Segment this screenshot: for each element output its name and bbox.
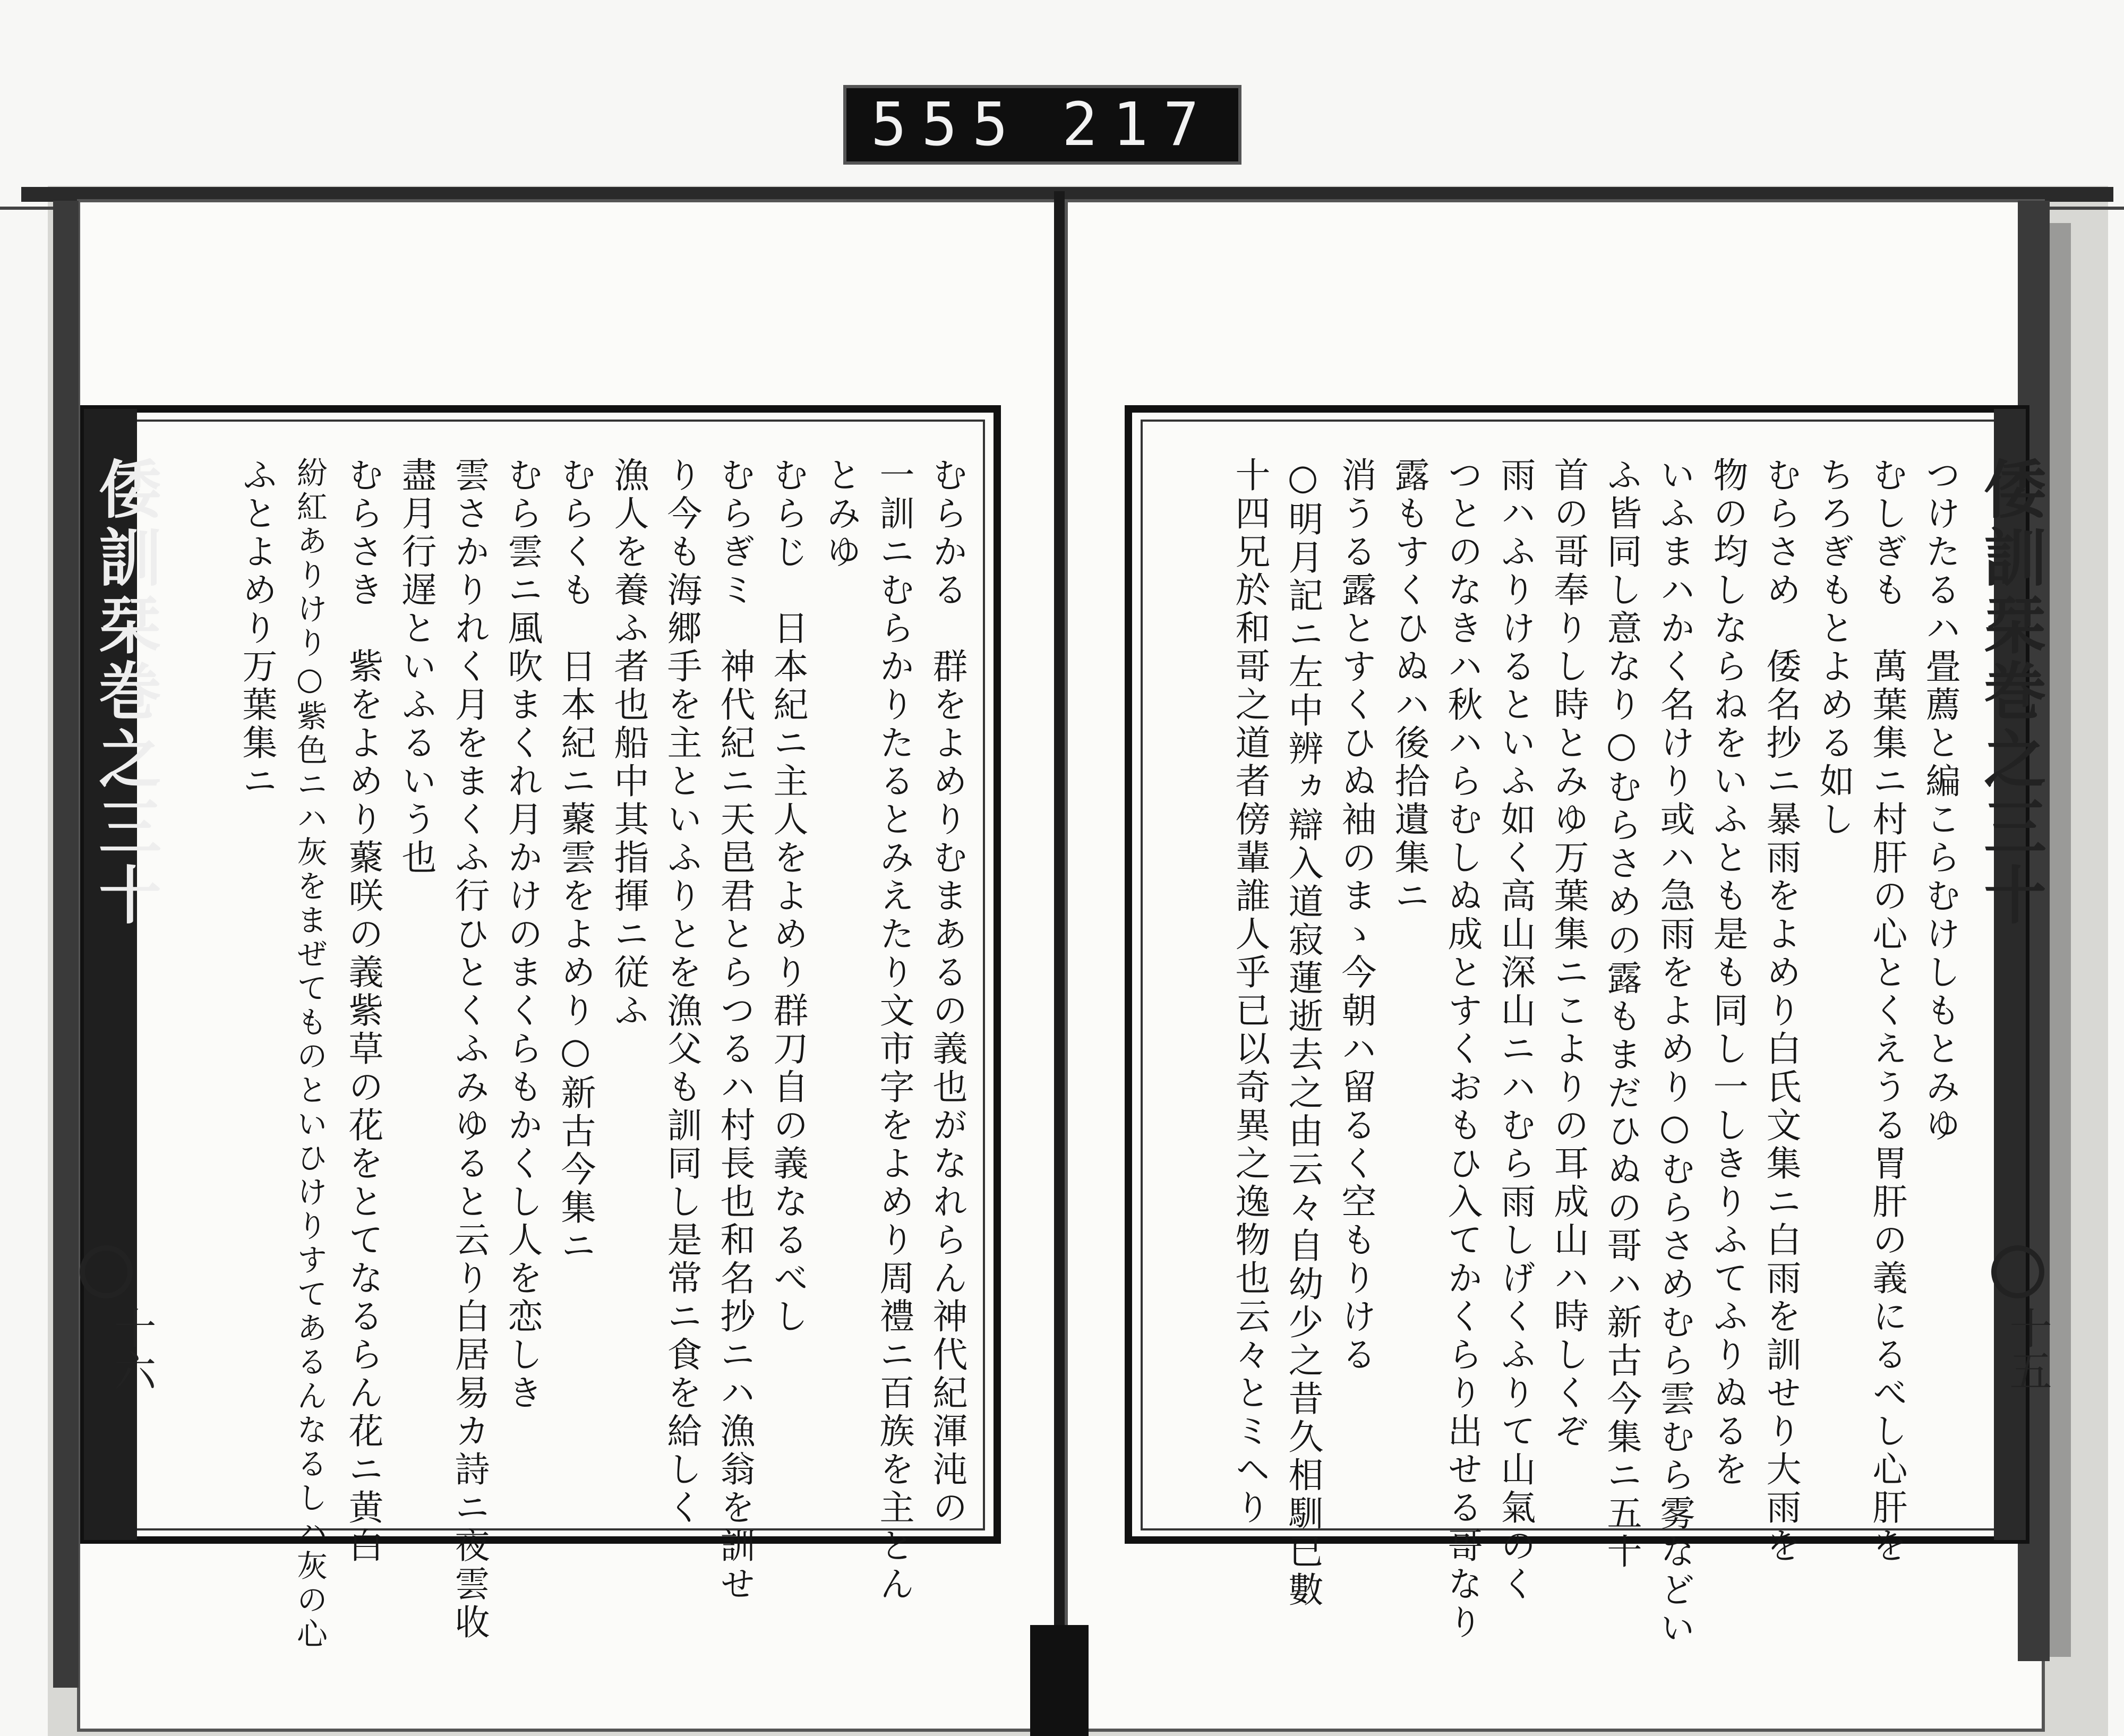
left-column-11: 盡月行遅といふるいう也 [396,457,436,877]
right-column-12: 消うる露とすくひぬ袖のまゝ今朝ハ留るく空もりける [1335,457,1376,1374]
label-left-number: 555 [871,90,1023,159]
right-column-2: むしぎも 萬葉集ニ村肝の心とくえうる胃肝の義にるべし心肝を [1866,457,1907,1566]
right-column-5: 物の均しならねをいふとも是も同し一しきりふてふりぬるを [1707,457,1748,1489]
right-column-9: 雨ハふりけるといふ如く高山深山ニハむら雨しげくふりて山氣のく [1495,457,1536,1604]
left-column-9: むら雲ニ風吹まくれ月かけのまくらもかくし人を恋しき [502,457,543,1413]
left-column-10: 雲さかりれく月をまくふ行ひとくふみゆると云り白居易カ詩ニ夜雲收 [449,457,490,1642]
label-right-number: 217 [1061,90,1214,159]
left-page-leaf: 十六 [107,1306,156,1391]
left-column-1: むらかる 群をよめりむまあるの義也がなれらん神代紀渾沌の [927,457,967,1527]
right-column-14: 十四兄於和哥之道者傍輩誰人乎已以奇異之逸物也云々とミヘり [1229,457,1270,1527]
right-page-title: 倭訓栞 [1973,457,2047,661]
right-column-1: つけたるハ畳薦と編こらむけしもとみゆ [1920,457,1960,1145]
right-column-11: 露もすくひぬハ後拾遺集ニ [1389,457,1429,916]
left-column-13: 紛紅ありけり○紫色ニハ灰をまぜてものといひけりすてあるんなるしハ灰の心 [292,457,328,1652]
right-column-6: いふまハかく名けり或ハ急雨をよめり○むらさめむら雲むら雾などい [1654,457,1695,1648]
left-column-4: むらじ 日本紀ニ主人をよめり群刀自の義なるべし [767,457,808,1336]
right-page-volume: 巻之三十 [1973,659,2047,930]
left-page-title: 倭訓栞 [88,457,162,661]
left-page-volume: 巻之三十 [88,659,162,930]
right-column-8: 首の哥奉りし時とみゆ万葉集ニこよりの耳成山ハ時しくぞ [1548,457,1589,1451]
right-page-leaf: 十五 [2002,1306,2052,1391]
call-number-label [843,85,1241,165]
left-column-14: ふとよめり万葉集ニ [236,457,277,801]
right-column-13: ○明月記ニ左中辨ヵ辯入道寂蓮逝去之由云々自幼少之昔久相馴已數 [1282,457,1323,1610]
right-column-10: つとのなきハ秋ハらむしぬ成とすくおもひ入てかくらり出せる哥なり [1442,457,1483,1642]
left-column-12: むらさき 紫をよめり藂咲の義紫草の花をとてなるらん花ニ黄白 [342,457,383,1566]
left-column-3: とみゆ [820,457,861,571]
left-column-2: 一訓ニむらかりたるとみえたり文市字をよめり周禮ニ百族を主とん [873,457,914,1604]
left-column-6: り今も海郷手を主といふりとを漁父も訓同し是常ニ食を給しく [661,457,702,1527]
right-column-7: ふ皆同し意なり○むらさめの露もまだひぬの哥ハ新古今集ニ五十 [1601,457,1642,1571]
left-column-7: 漁人を養ふ者也船中其指揮ニ従ふ [608,457,649,1030]
right-column-4: むらさめ 倭名抄ニ暴雨をよめり白氏文集ニ白雨を訓せり大雨を [1760,457,1801,1566]
right-column-3: ちろぎもとよめる如し [1813,457,1854,839]
left-column-8: むらくも 日本紀ニ藂雲をよめり○新古今集ニ [555,457,596,1265]
left-column-5: むらぎミ 神代紀ニ天邑君とらつるハ村長也和名抄ニハ漁翁を訓せ [714,457,755,1604]
